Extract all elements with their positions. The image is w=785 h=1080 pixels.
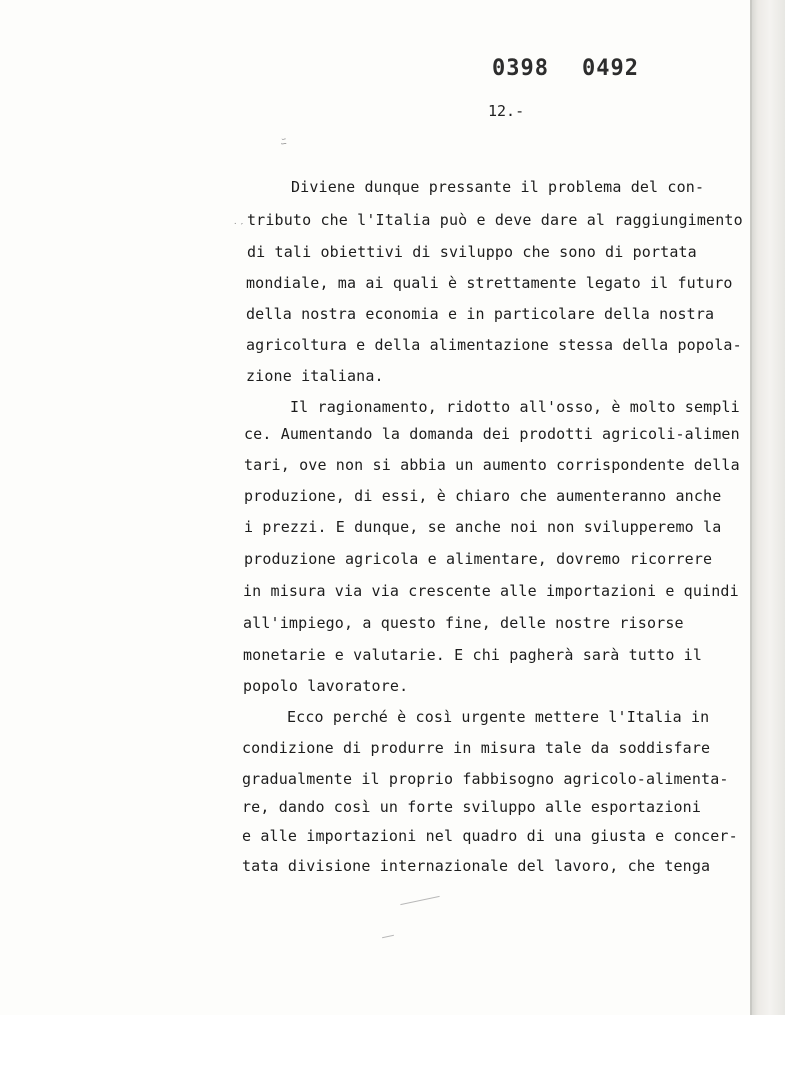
text-line: re, dando così un forte sviluppo alle esportazioni (242, 798, 702, 816)
text-line: gradualmente il proprio fabbisogno agricolo-alimenta- (242, 770, 729, 788)
text-line: produzione agricola e alimentare, dovremo ricorrere (244, 550, 713, 568)
stamp-number-1: 0398 (492, 56, 549, 81)
stamp-number-2: 0492 (582, 56, 639, 81)
text-line: in misura via via crescente alle importazioni e quindi (243, 582, 739, 600)
text-line: condizione di produrre in misura tale da soddisfare (242, 739, 711, 757)
scan-speck: ﾆ (281, 135, 287, 148)
text-line: e alle importazioni nel quadro di una giusta e concer- (242, 827, 738, 845)
text-line: agricoltura e della alimentazione stessa della popola- (246, 336, 742, 354)
text-line: di tali obiettivi di sviluppo che sono di portata (247, 243, 697, 261)
text-line: zione italiana. (246, 367, 384, 385)
text-line: tari, ove non si abbia un aumento corrispondente della (244, 456, 740, 474)
text-line: tributo che l'Italia può e deve dare al raggiungimento (247, 211, 743, 229)
scan-bottom-margin (0, 1015, 785, 1080)
text-line: Ecco perché è così urgente mettere l'Italia in (287, 708, 710, 726)
text-line: monetarie e valutarie. E chi pagherà sarà tutto il (243, 646, 703, 664)
text-line: mondiale, ma ai quali è strettamente legato il futuro (246, 274, 733, 292)
text-line: produzione, di essi, è chiaro che aumenteranno anche (244, 487, 722, 505)
page-number: 12.- (488, 102, 525, 120)
scan-speck: ˙ˊ (232, 221, 246, 234)
text-line: Diviene dunque pressante il problema del con- (291, 178, 705, 196)
text-line: all'impiego, a questo fine, delle nostre risorse (243, 614, 684, 632)
text-line: ce. Aumentando la domanda dei prodotti agricoli-alimen (244, 425, 740, 443)
text-line: della nostra economia e in particolare della nostra (246, 305, 715, 323)
text-line: tata divisione internazionale del lavoro, che tenga (242, 857, 711, 875)
text-line: popolo lavoratore. (243, 677, 409, 695)
text-line: Il ragionamento, ridotto all'osso, è molto sempli (290, 398, 740, 416)
text-line: i prezzi. E dunque, se anche noi non svilupperemo la (244, 518, 722, 536)
